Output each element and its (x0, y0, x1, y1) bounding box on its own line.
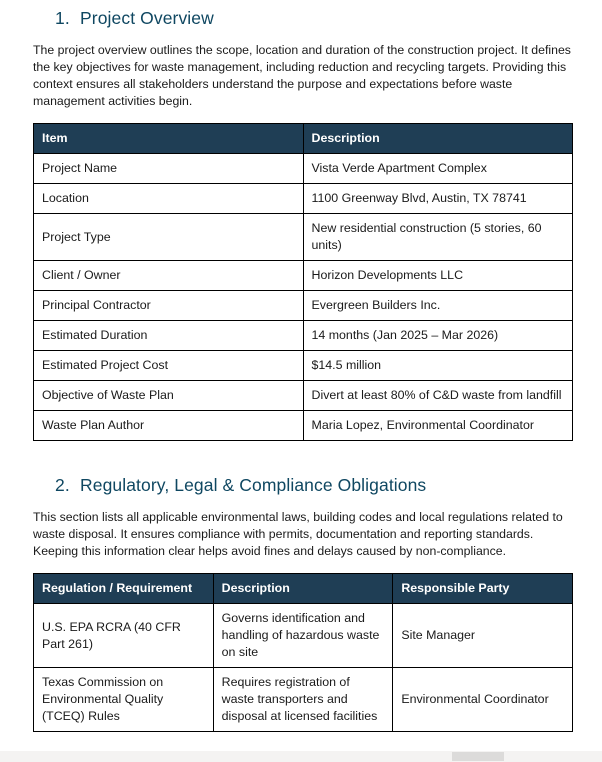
regulatory-obligations-table (33, 573, 573, 732)
item-cell: Client / Owner (34, 261, 304, 291)
regulation-cell: Texas Commission on Environmental Quality (TCEQ) Rules (34, 668, 214, 732)
section-project-overview (33, 8, 573, 441)
item-cell: Location (34, 184, 304, 214)
regulation-cell: U.S. EPA RCRA (40 CFR Part 261) (34, 604, 214, 668)
description-cell: 1100 Greenway Blvd, Austin, TX 78741 (303, 184, 573, 214)
section-1-intro-paragraph: The project overview outlines the scope, location and duration of the construction project. It defines the key objectives for waste management, including reduction and recycling targets. Providing this context ensures all stakeholders understand the purpose and expectations before waste management activities begin. (33, 43, 571, 108)
heading-title: Project Overview (80, 8, 214, 28)
heading-number: 1. (55, 8, 70, 28)
scrollbar-thumb[interactable] (452, 752, 504, 761)
heading-title: Regulatory, Legal & Compliance Obligations (80, 475, 427, 495)
description-cell: New residential construction (5 stories, 60 units) (303, 214, 573, 261)
project-overview-table (33, 123, 573, 441)
description-cell: 14 months (Jan 2025 – Mar 2026) (303, 321, 573, 351)
table-row (34, 154, 573, 184)
table-row (34, 668, 573, 732)
column-header-description: Description (303, 124, 573, 154)
responsible-party-cell: Site Manager (393, 604, 573, 668)
description-cell: Maria Lopez, Environmental Coordinator (303, 411, 573, 441)
table-row (34, 604, 573, 668)
table-row (34, 184, 573, 214)
column-header-responsible-party: Responsible Party (393, 574, 573, 604)
horizontal-scrollbar[interactable] (0, 751, 602, 762)
heading-number: 2. (55, 475, 70, 495)
table-row (34, 214, 573, 261)
item-cell: Waste Plan Author (34, 411, 304, 441)
responsible-party-cell: Environmental Coordinator (393, 668, 573, 732)
table-row (34, 321, 573, 351)
table-row (34, 381, 573, 411)
item-cell: Estimated Project Cost (34, 351, 304, 381)
item-cell: Project Name (34, 154, 304, 184)
column-header-item: Item (34, 124, 304, 154)
item-cell: Estimated Duration (34, 321, 304, 351)
item-cell: Principal Contractor (34, 291, 304, 321)
section-2-intro-paragraph: This section lists all applicable environmental laws, building codes and local regulations related to waste disposal. It ensures compliance with permits, documentation and reporting standards. Keeping this information clear helps avoid fines and delays caused by non-compliance. (33, 510, 563, 558)
column-header-regulation: Regulation / Requirement (34, 574, 214, 604)
table-header-row (34, 124, 573, 154)
table-row (34, 411, 573, 441)
section-regulatory-compliance (33, 475, 573, 732)
description-cell: Governs identification and handling of hazardous waste on site (213, 604, 393, 668)
description-cell: Vista Verde Apartment Complex (303, 154, 573, 184)
section-1-heading (33, 8, 573, 29)
item-cell: Project Type (34, 214, 304, 261)
item-cell: Objective of Waste Plan (34, 381, 304, 411)
section-2-heading (33, 475, 573, 496)
description-cell: $14.5 million (303, 351, 573, 381)
description-cell: Horizon Developments LLC (303, 261, 573, 291)
table-header-row (34, 574, 573, 604)
description-cell: Divert at least 80% of C&D waste from landfill (303, 381, 573, 411)
description-cell: Requires registration of waste transporters and disposal at licensed facilities (213, 668, 393, 732)
table-row (34, 351, 573, 381)
column-header-description: Description (213, 574, 393, 604)
description-cell: Evergreen Builders Inc. (303, 291, 573, 321)
table-row (34, 291, 573, 321)
table-row (34, 261, 573, 291)
